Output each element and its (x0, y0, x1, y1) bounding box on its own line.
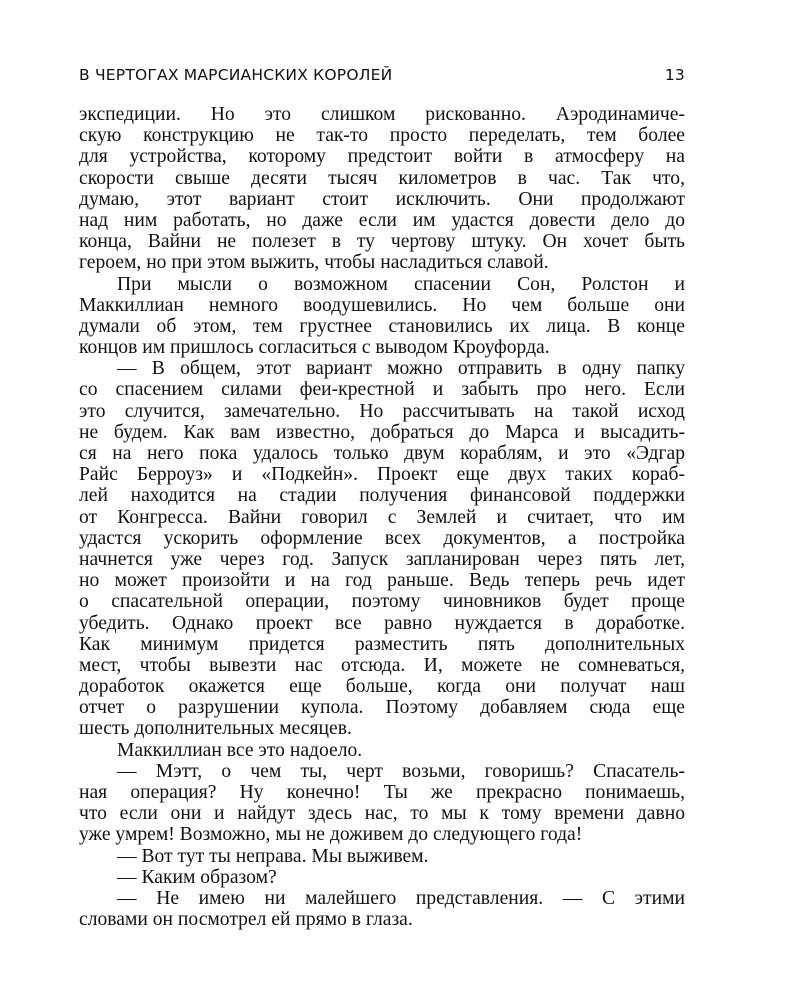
text-line: убедить. Однако проект все равно нуждается в доработке. (79, 612, 685, 634)
text-line: отчет о разрушении купола. Поэтому добавляем сюда еще (79, 697, 685, 719)
text-line: это случится, замечательно. Но рассчитывать на такой исход (79, 400, 685, 422)
text-line: думали об этом, тем грустнее становились их лица. В конце (79, 315, 685, 337)
text-line: мест, чтобы вывезти нас отсюда. И, можете не сомневаться, (79, 654, 685, 676)
text-line: — Мэтт, о чем ты, черт возьми, говоришь? Спасатель- (117, 760, 685, 782)
text-line: При мысли о возможном спасении Сон, Ролстон и (117, 273, 685, 295)
text-line: Маккиллиан немного воодушевились. Но чем больше они (79, 294, 685, 316)
text-line: концов им пришлось согласиться с выводом Кроуфорда. (79, 337, 550, 359)
text-line: шесть дополнительных месяцев. (79, 718, 352, 740)
page-number: 13 (664, 66, 685, 84)
text-line: для устройства, которому предстоит войти в атмосферу на (79, 146, 685, 168)
text-line: — Вот тут ты неправа. Мы выживем. (117, 845, 429, 867)
text-line: думаю, этот вариант стоит исключить. Они продолжают (79, 188, 685, 210)
text-line: лей находится на стадии получения финансовой поддержки (79, 485, 685, 507)
text-line: со спасением силами феи-крестной и забыть про него. Если (79, 379, 685, 401)
text-line: от Конгресса. Вайни говорил с Землей и считает, что им (79, 506, 685, 528)
text-line: — Каким образом? (117, 866, 277, 888)
text-line: о спасательной операции, поэтому чиновников будет проще (79, 591, 685, 613)
text-line: Райс Берроуз» и «Подкейн». Проект еще двух таких кораб- (79, 464, 685, 486)
running-header (79, 66, 685, 88)
text-line: ся на него пока удалось только двум кораблям, и это «Эдгар (79, 443, 685, 464)
text-line: но может произойти и на год раньше. Ведь теперь речь идет (79, 570, 685, 592)
text-line: уже умрем! Возможно, мы не доживем до следующего года! (79, 824, 583, 846)
text-line: конца, Вайни не полезет в ту чертову штуку. Он хочет быть (79, 231, 685, 253)
text-line: скорости свыше десяти тысяч километров в час. Так что, (79, 167, 685, 189)
text-line: — Не имею ни малейшего представления. — С этими (117, 887, 685, 909)
text-line: доработок окажется еще больше, когда они получат наш (79, 676, 685, 698)
text-line: словами он посмотрел ей прямо в глаза. (79, 909, 413, 931)
text-line: экспедиции. Но это слишком рискованно. Аэродинамиче- (79, 104, 685, 125)
text-line: начнется уже через год. Запуск запланирован через пять лет, (79, 548, 685, 570)
text-line: удастся ускорить оформление всех документов, а постройка (79, 527, 685, 549)
text-line: Маккиллиан все это надоело. (117, 739, 363, 761)
text-line: над ним работать, но даже если им удастся довести дело до (79, 209, 685, 231)
text-line: ная операция? Ну конечно! Ты же прекрасно понимаешь, (79, 782, 685, 803)
body-text (79, 104, 685, 930)
text-line: героем, но при этом выжить, чтобы насладиться славой. (79, 252, 549, 274)
text-line: что если они и найдут здесь нас, то мы к тому времени давно (79, 803, 685, 825)
running-title: В ЧЕРТОГАХ МАРСИАНСКИХ КОРОЛЕЙ (79, 66, 393, 84)
text-line: не будем. Как вам известно, добраться до Марса и высадить- (79, 421, 685, 443)
text-line: скую конструкцию не так-то просто переделать, тем более (79, 125, 685, 147)
text-line: — В общем, этот вариант можно отправить в одну папку (117, 358, 685, 380)
text-line: Как минимум придется разместить пять дополнительных (79, 633, 685, 655)
